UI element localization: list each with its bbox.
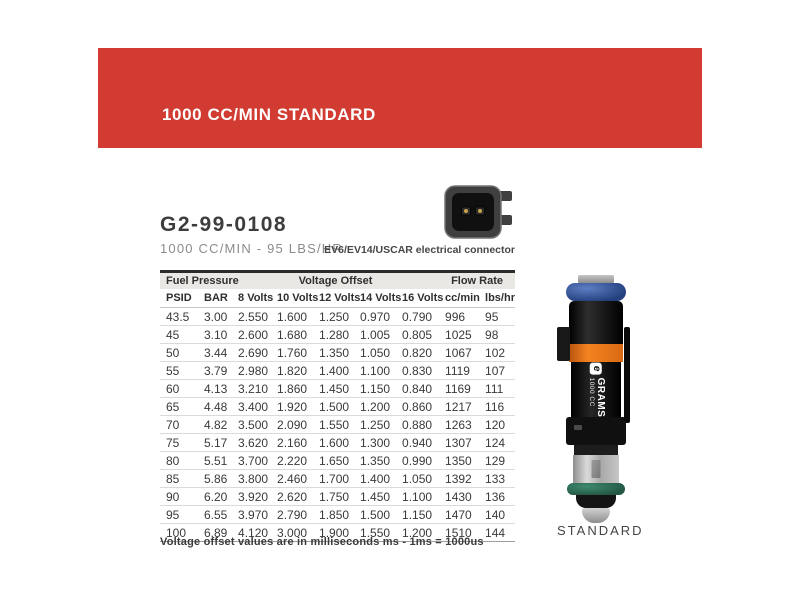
table-cell: 1169: [439, 380, 479, 398]
table-cell: 70: [160, 416, 198, 434]
table-cell: 1.200: [354, 398, 396, 416]
grams-brand-text: GRAMS: [594, 377, 606, 417]
table-cell: 4.82: [198, 416, 232, 434]
injector-upper-body: [569, 301, 623, 344]
table-cell: 1.900: [313, 524, 354, 542]
table-cell: 3.500: [232, 416, 271, 434]
table-row: [160, 308, 515, 326]
table-cell: 1.250: [354, 416, 396, 434]
part-number: G2-99-0108: [160, 213, 288, 236]
table-cell: 6.89: [198, 524, 232, 542]
table-row: [160, 488, 515, 506]
table-row: [160, 434, 515, 452]
injector-neck: [574, 445, 618, 455]
table-cell: 144: [479, 524, 515, 542]
column-header: lbs/hr: [479, 289, 515, 308]
column-header: 12 Volts: [313, 289, 354, 308]
table-cell: 5.86: [198, 470, 232, 488]
injector-etched-mark: [592, 460, 601, 478]
table-cell: 45: [160, 326, 198, 344]
table-cell: 3.620: [232, 434, 271, 452]
table-cell: 85: [160, 470, 198, 488]
table-row: [160, 326, 515, 344]
table-cell: 2.600: [232, 326, 271, 344]
table-cell: 1.920: [271, 398, 313, 416]
grams-brand-label: [587, 362, 605, 417]
table-group-header-row: [160, 272, 515, 290]
column-header: PSID: [160, 289, 198, 308]
table-cell: 102: [479, 344, 515, 362]
table-cell: 1263: [439, 416, 479, 434]
table-cell: 3.10: [198, 326, 232, 344]
injector-metal-band: [573, 455, 619, 483]
grams-cc-text: 1000 CC: [587, 377, 595, 407]
table-cell: 1.600: [271, 308, 313, 326]
header-banner: [98, 48, 702, 148]
table-cell: 65: [160, 398, 198, 416]
injector-lower-collar: [566, 417, 626, 445]
table-cell: 90: [160, 488, 198, 506]
table-cell: 1.760: [271, 344, 313, 362]
table-cell: 3.700: [232, 452, 271, 470]
table-cell: 1350: [439, 452, 479, 470]
table-cell: 3.00: [198, 308, 232, 326]
table-cell: 6.55: [198, 506, 232, 524]
table-cell: 1.005: [354, 326, 396, 344]
table-cell: 120: [479, 416, 515, 434]
table-cell: 1.150: [354, 380, 396, 398]
column-header: 16 Volts: [396, 289, 439, 308]
table-cell: 0.840: [396, 380, 439, 398]
table-cell: 1025: [439, 326, 479, 344]
table-cell: 3.400: [232, 398, 271, 416]
electrical-connector-icon: [443, 184, 515, 240]
table-row: [160, 398, 515, 416]
connector-label: EV6/EV14/USCAR electrical connector: [324, 244, 515, 256]
table-cell: 98: [479, 326, 515, 344]
table-row: [160, 506, 515, 524]
table-cell: 3.79: [198, 362, 232, 380]
table-cell: 75: [160, 434, 198, 452]
table-cell: 133: [479, 470, 515, 488]
table-cell: 2.220: [271, 452, 313, 470]
column-header: BAR: [198, 289, 232, 308]
table-cell: 1.050: [396, 470, 439, 488]
injector-blue-oring: [566, 283, 626, 301]
table-cell: 2.980: [232, 362, 271, 380]
table-cell: 1217: [439, 398, 479, 416]
table-cell: 3.800: [232, 470, 271, 488]
table-cell: 1.400: [313, 362, 354, 380]
table-cell: 2.090: [271, 416, 313, 434]
column-header: 10 Volts: [271, 289, 313, 308]
table-cell: 1.100: [396, 488, 439, 506]
table-cell: 1.350: [354, 452, 396, 470]
table-cell: 129: [479, 452, 515, 470]
table-cell: 1.400: [354, 470, 396, 488]
table-cell: 1.100: [354, 362, 396, 380]
table-column-header-row: [160, 289, 515, 308]
column-header: cc/min: [439, 289, 479, 308]
table-cell: 2.160: [271, 434, 313, 452]
table-cell: 1.820: [271, 362, 313, 380]
table-cell: 3.970: [232, 506, 271, 524]
injector-top-cap: [578, 275, 614, 283]
group-header-voltage-offset: Voltage Offset: [232, 272, 439, 290]
table-cell: 1119: [439, 362, 479, 380]
injector-orange-band: [569, 344, 623, 362]
table-cell: 1.150: [396, 506, 439, 524]
table-cell: 5.51: [198, 452, 232, 470]
table-cell: 2.460: [271, 470, 313, 488]
table-cell: 43.5: [160, 308, 198, 326]
table-cell: 1.700: [313, 470, 354, 488]
table-cell: 80: [160, 452, 198, 470]
table-cell: 2.550: [232, 308, 271, 326]
table-cell: 1.750: [313, 488, 354, 506]
table-cell: 1430: [439, 488, 479, 506]
injector-caption: STANDARD: [557, 523, 644, 538]
table-row: [160, 344, 515, 362]
injector-product-image: [557, 275, 644, 538]
table-cell: 4.13: [198, 380, 232, 398]
table-cell: 1.860: [271, 380, 313, 398]
group-header-flow-rate: Flow Rate: [439, 272, 515, 290]
column-header: 14 Volts: [354, 289, 396, 308]
table-row: [160, 362, 515, 380]
table-cell: 1.600: [313, 434, 354, 452]
table-cell: 3.44: [198, 344, 232, 362]
table-cell: 1067: [439, 344, 479, 362]
table-cell: 1.550: [354, 524, 396, 542]
table-cell: 2.790: [271, 506, 313, 524]
table-cell: 0.880: [396, 416, 439, 434]
page-title: 1000 CC/MIN STANDARD: [162, 105, 376, 124]
table-cell: 95: [479, 308, 515, 326]
table-cell: 2.690: [232, 344, 271, 362]
table-cell: 3.210: [232, 380, 271, 398]
table-cell: 0.790: [396, 308, 439, 326]
flow-spec-table: [160, 270, 515, 542]
table-cell: 1510: [439, 524, 479, 542]
injector-mid-body: [571, 362, 621, 417]
table-cell: 2.620: [271, 488, 313, 506]
table-cell: 1.680: [271, 326, 313, 344]
table-cell: 1.300: [354, 434, 396, 452]
table-body: [160, 308, 515, 542]
table-cell: 1.650: [313, 452, 354, 470]
table-cell: 0.940: [396, 434, 439, 452]
table-cell: 0.860: [396, 398, 439, 416]
table-cell: 1.450: [354, 488, 396, 506]
column-header: 8 Volts: [232, 289, 271, 308]
table-cell: 0.990: [396, 452, 439, 470]
part-subtitle: 1000 CC/MIN - 95 LBS/HR: [160, 241, 343, 256]
table-cell: 95: [160, 506, 198, 524]
group-header-fuel-pressure: Fuel Pressure: [160, 272, 232, 290]
table-cell: 0.805: [396, 326, 439, 344]
table-row: [160, 452, 515, 470]
injector-connector-clip: [557, 327, 570, 361]
table-cell: 140: [479, 506, 515, 524]
table-cell: 1.200: [396, 524, 439, 542]
table-cell: 1.500: [354, 506, 396, 524]
voltage-offset-footnote: Voltage offset values are in milliseconds ms - 1ms = 1000us: [160, 536, 484, 548]
table-cell: 124: [479, 434, 515, 452]
table-cell: 55: [160, 362, 198, 380]
table-cell: 4.120: [232, 524, 271, 542]
grams-logo-icon: e: [590, 362, 602, 374]
table-cell: 4.48: [198, 398, 232, 416]
table-cell: 996: [439, 308, 479, 326]
table-cell: 1470: [439, 506, 479, 524]
table-cell: 1.550: [313, 416, 354, 434]
table-cell: 136: [479, 488, 515, 506]
table-cell: 5.17: [198, 434, 232, 452]
table-cell: 111: [479, 380, 515, 398]
table-row: [160, 416, 515, 434]
table-cell: 1307: [439, 434, 479, 452]
table-cell: 1.850: [313, 506, 354, 524]
table-cell: 3.920: [232, 488, 271, 506]
table-cell: 1.350: [313, 344, 354, 362]
table-cell: 1.050: [354, 344, 396, 362]
table-cell: 1392: [439, 470, 479, 488]
table-cell: 1.450: [313, 380, 354, 398]
table-row: [160, 470, 515, 488]
injector-side-ridge: [624, 327, 630, 423]
table-cell: 0.830: [396, 362, 439, 380]
table-cell: 107: [479, 362, 515, 380]
table-cell: 1.280: [313, 326, 354, 344]
injector-green-oring: [567, 483, 625, 495]
table-row: [160, 380, 515, 398]
table-cell: 50: [160, 344, 198, 362]
table-cell: 0.970: [354, 308, 396, 326]
table-cell: 1.250: [313, 308, 354, 326]
table-cell: 3.000: [271, 524, 313, 542]
injector-nozzle: [576, 495, 616, 508]
table-cell: 6.20: [198, 488, 232, 506]
injector-nozzle-tip: [582, 508, 610, 523]
table-cell: 60: [160, 380, 198, 398]
table-cell: 0.820: [396, 344, 439, 362]
table-cell: 100: [160, 524, 198, 542]
table-cell: 116: [479, 398, 515, 416]
table-cell: 1.500: [313, 398, 354, 416]
